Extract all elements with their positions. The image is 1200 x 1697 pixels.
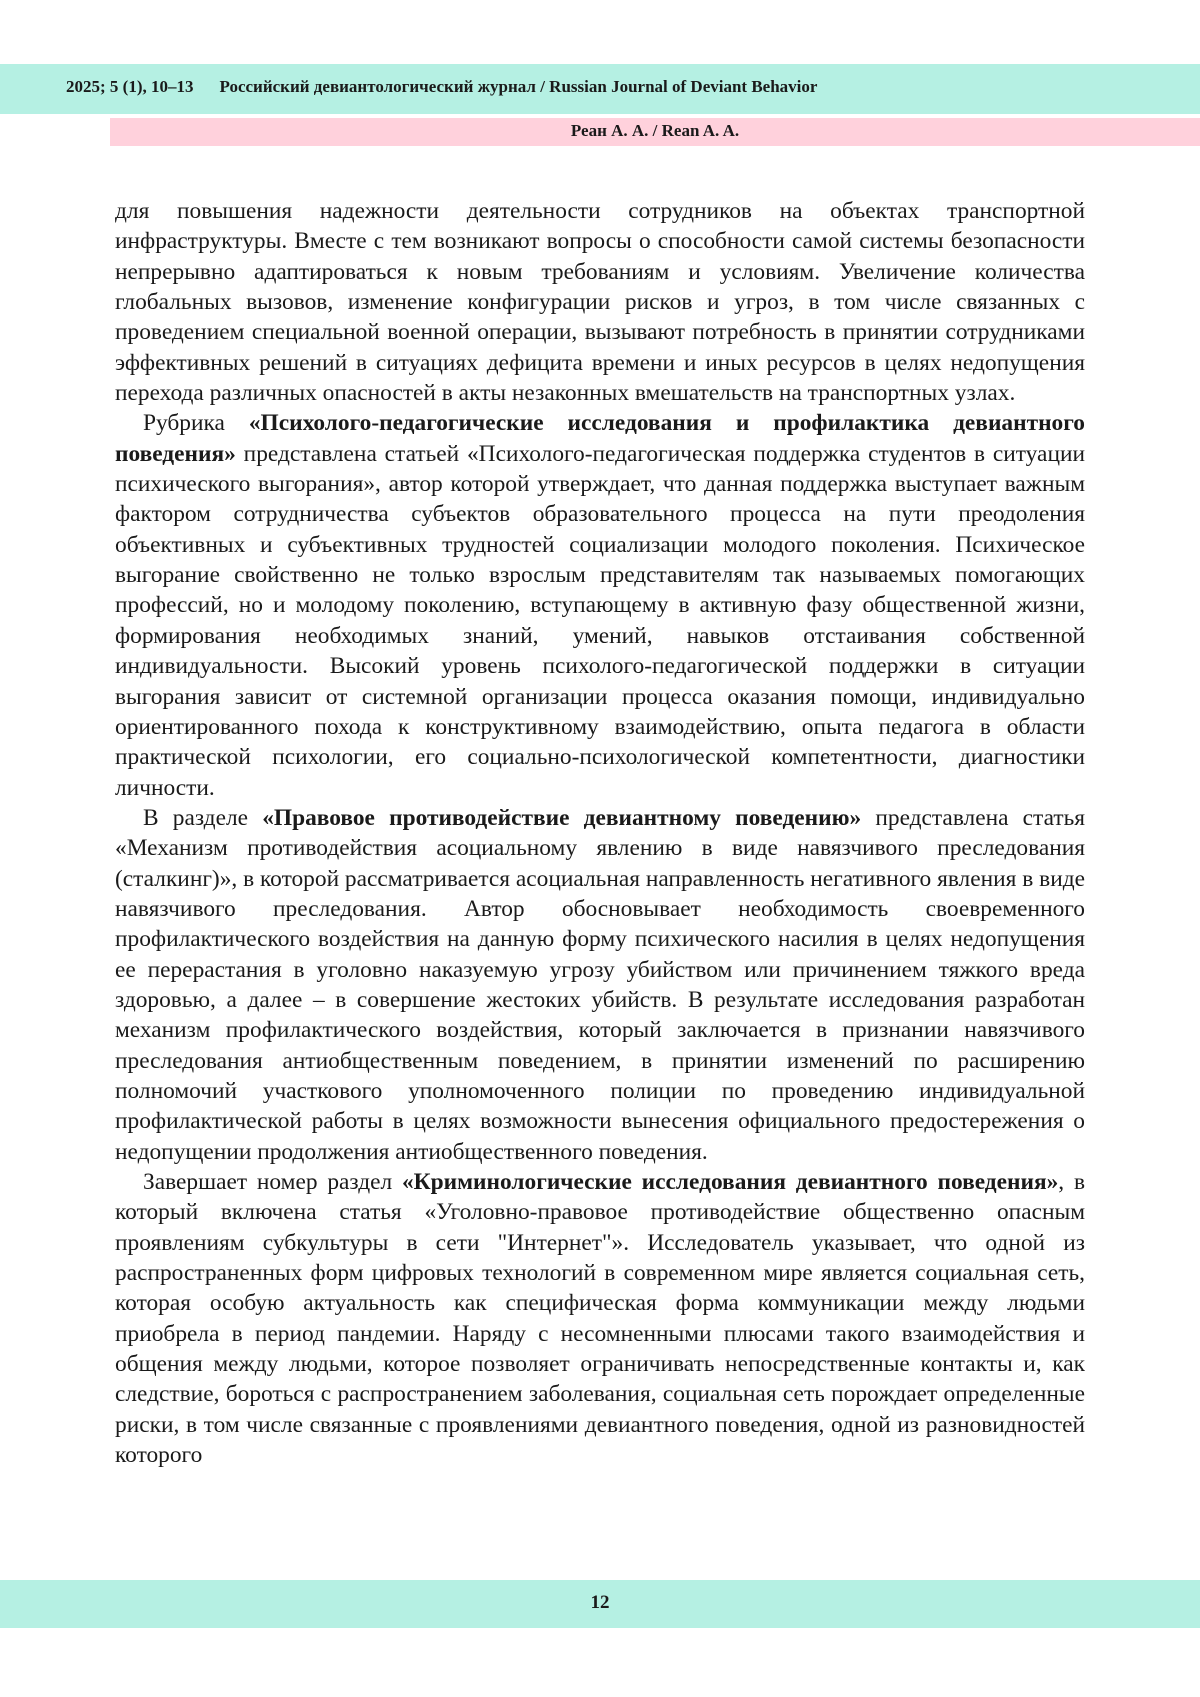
section-title: «Психолого-педагогические исследования и профилактика девиантного поведения» [115, 410, 1085, 467]
section-title: «Правовое противодействие девиантному поведению» [262, 804, 862, 831]
running-header [66, 77, 817, 97]
text-run: для повышения надежности деятельности сотрудников на объектах транспортной инфраструктуры. Вместе с тем возникают вопросы о способности самой системы безопасности непрерывно адаптироваться к новым требованиям и условиям. Увеличение количества глобальных вызовов, изменение конфигурации рисков и угроз, в том числе связанных с проведением специальной военной операции, вызывают потребность в принятии сотрудниками эффективных решений в ситуациях дефицита времени и иных ресурсов в целях недопущения перехода различных опасностей в акты незаконных вмешательств на транспортных узлах. [115, 198, 1085, 407]
section-title: «Криминологические исследования девиантного поведения» [401, 1169, 1059, 1195]
journal-title: Российский девиантологический журнал / Russian Journal of Deviant Behavior [219, 77, 818, 96]
paragraph-2 [115, 408, 1085, 802]
citation: 2025; 5 (1), 10–13 [66, 77, 194, 96]
paragraph-1 [115, 196, 1085, 408]
text-run: , в который включена статья «Уголовно-правовое противодействие общественно опасным проявлениям субкультуры в сети "Интернет"». Исследователь указывает, что одной из распространенных форм цифровых технологий в современном мире является социальная сеть, которая особую актуальность как специфическая форма коммуникации между людьми приобрела в период пандемии. Наряду с несомненными плюсами такого взаимодействия и общения между людьми, которое позволяет ограничивать непосредственные контакты и, как следствие, бороться с распространением заболевания, социальная сеть порождает определенные риски, в том числе связанные с проявлениями девиантного поведения, одной из разновидностей которого [115, 1169, 1085, 1469]
text-run: Завершает номер раздел [143, 1169, 402, 1195]
text-run: Рубрика [143, 410, 249, 437]
text-run: представлена статьей «Психолого-педагогическая поддержка студентов в ситуации психического выгорания», автор которой утверждает, что данная поддержка выступает важным фактором сотрудничества субъектов образовательного процесса на пути преодоления объективных и субъективных трудностей социализации молодого поколения. Психическое выгорание свойственно не только взрослым представителям так называемых помогающих профессий, но и молодому поколению, вступающему в активную фазу общественной жизни, формирования необходимых знаний, умений, навыков отстаивания собственной индивидуальности. Высокий уровень психолого-педагогической поддержки в ситуации выгорания зависит от системной организации процесса оказания помощи, индивидуально ориентированного похода к конструктивному взаимодействию, опыта педагога в области практической психологии, его социально-психологической компетентности, диагностики личности. [115, 440, 1085, 801]
paragraph-3 [115, 803, 1085, 1167]
author-line: Реан А. А. / Rean A. A. [570, 121, 740, 140]
paragraph-4 [115, 1167, 1085, 1470]
text-run: представлена статья «Механизм противодействия асоциальному явлению в виде навязчивого преследования (сталкинг)», в которой рассматривается асоциальная направленность негативного явления в виде навязчивого преследования. Автор обосновывает необходимость своевременного профилактического воздействия на данную форму психического насилия в целях недопущения ее перерастания в уголовно наказуемую угрозу убийством или причинением тяжкого вреда здоровью, а далее – в совершение жестоких убийств. В результате исследования разработан механизм профилактического воздействия, который заключается в признании навязчивого преследования антиобщественным поведением, в принятии изменений по расширению полномочий участкового уполномоченного полиции по проведению индивидуальной профилактической работы в целях возможности вынесения официального предостережения о недопущении продолжения антиобщественного поведения. [115, 804, 1085, 1165]
text-run: В разделе [143, 804, 263, 831]
page-number: 12 [590, 1592, 610, 1613]
article-body [115, 196, 1085, 1470]
